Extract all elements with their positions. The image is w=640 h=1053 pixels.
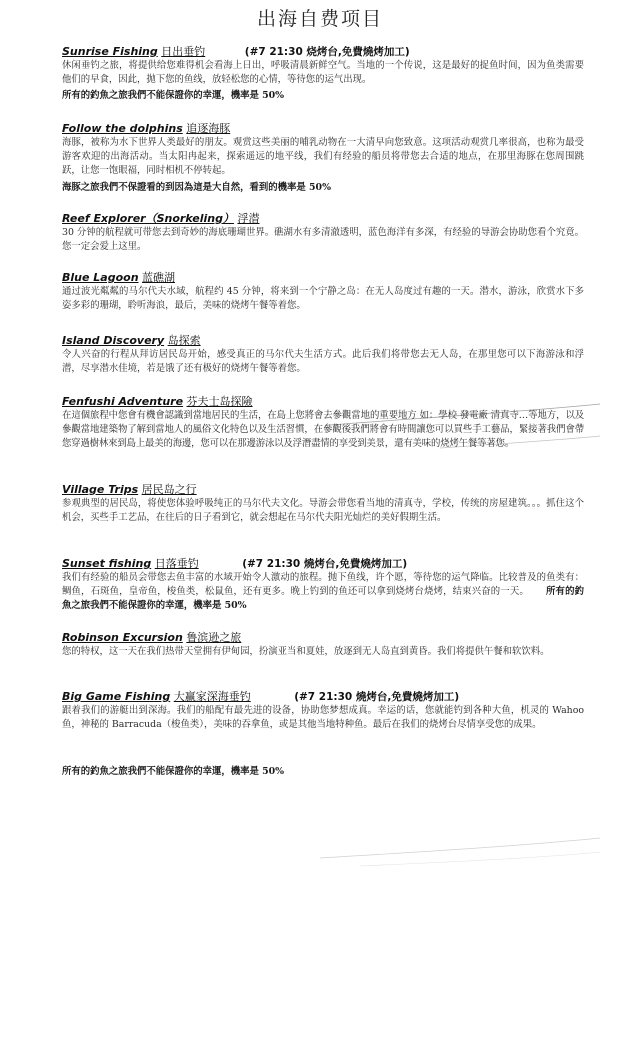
section-heading bbox=[62, 211, 584, 226]
section-bbq-note: (#7 21:30 燒烤台,免費燒烤加工) bbox=[294, 691, 460, 703]
section-title-en: Big Game Fishing bbox=[62, 690, 171, 703]
section-description: 您的特权，这一天在我们热带天堂拥有伊甸园，扮演亚当和夏娃，放逐到无人岛直到黄昏。我们将提供午餐和软饮料。 bbox=[62, 646, 550, 657]
section-robinson-excursion bbox=[62, 630, 584, 659]
scan-streak-line bbox=[320, 838, 600, 858]
section-heading bbox=[62, 394, 584, 409]
section-title-zh: 岛探索 bbox=[167, 334, 201, 347]
section-description: 跟着我们的游艇出到深海。我们的船配有最先进的设备，协助您梦想成真。幸运的话，您就能钓到各种大鱼，机灵的 Wahoo 鱼，神秘的 Barracuda（梭鱼类），美味的吞拿鱼，或是其他当地特种鱼。最后在我们的烧烤台尽情享受您的成果。 bbox=[62, 705, 584, 731]
scan-streak-line bbox=[360, 852, 600, 866]
section-island-discovery bbox=[62, 333, 584, 376]
section-description: 参观典型的居民岛，将使您体验呼吸纯正的马尔代夫文化。导游会带您看当地的清真寺，学校，传统的房屋建筑。。。抓住这个机会，买些手工艺品，在往后的日子看到它，就会想起在马尔代夫阳光灿烂的美好假期生活。 bbox=[62, 498, 584, 524]
section-description: 在這個旅程中您會有機會認識到當地居民的生活，在島上您將會去參觀當地的重要地方 如：學校 發電廠 清真寺…等地方，以及參觀當地建築物了解到當地人的風俗文化特色以及生活習慣，在參觀後我們將會有時間讓您可以買些手工藝品，緊接著我們會帶您穿過樹林來到島上最美的海邊，您可以在那邊游泳以及浮潛盡情的享受到美景，還有美味的烧烤午餐等著您。 bbox=[62, 410, 584, 450]
section-sunset-fishing bbox=[62, 556, 584, 614]
section-blue-lagoon bbox=[62, 270, 584, 313]
section-title-zh: 鲁滨逊之旅 bbox=[186, 631, 242, 644]
section-heading bbox=[62, 121, 584, 136]
section-title-en: Fenfushi Adventure bbox=[62, 395, 184, 408]
section-bbq-note: (#7 21:30 燒烤台,免費燒烤加工) bbox=[242, 558, 408, 570]
section-title-en: Blue Lagoon bbox=[62, 271, 139, 284]
section-heading bbox=[62, 270, 584, 285]
section-title-zh: 日落垂钓 bbox=[154, 557, 199, 570]
section-title-en: Sunset fishing bbox=[62, 557, 152, 570]
section-title-zh: 芬夫士岛探險 bbox=[186, 395, 253, 408]
section-description-text: 我们有经验的船员会带您去鱼丰富的水域开始令人激动的旅程。抛下鱼线，许个愿，等待您的运气降临。比较普及的鱼类有：鲷鱼，石斑鱼，皇帝鱼，梭鱼类，松鼠鱼，还有更多。晚上钓到的鱼还可以拿到烧烤台烧烤，结束兴奋的一天。 bbox=[62, 572, 584, 598]
section-sunrise-fishing bbox=[62, 44, 584, 101]
section-fenfushi-adventure bbox=[62, 394, 584, 452]
section-description: 海豚，被称为水下世界人类最好的朋友。观赏这些美丽的哺乳动物在一大清早向您致意。这项活动观赏几率很高，也称为最受游客欢迎的出海活动。当太阳冉起来，探索遥远的地平线，我们有经验的船员将带您去合适的地点，在那里海豚在您周围跳跃，让您一饱眼福，同时相机不停转起。 bbox=[62, 137, 584, 177]
section-description: 通过波光粼粼的马尔代夫水域，航程约 45 分钟，将来到一个宁静之岛：在无人岛度过有趣的一天。潜水，游泳，欣赏水下多姿多彩的珊瑚，聆听海浪，最后，美味的烧烤午餐等着您。 bbox=[62, 286, 584, 312]
document-title: 出海自费项目 bbox=[256, 8, 383, 30]
section-heading bbox=[62, 689, 584, 704]
section-probability-note: 所有的釣魚之旅我們不能保證你的幸運，機率是 50% bbox=[62, 90, 285, 102]
section-probability-note: 海豚之旅我們不保證看的到因為這是大自然，看到的機率是 50% bbox=[62, 181, 331, 193]
section-heading bbox=[62, 333, 584, 348]
section-heading bbox=[62, 630, 584, 645]
section-probability-note: 所有的釣魚之旅我們不能保證你的幸運，機率是 50% bbox=[62, 586, 584, 612]
section-title-zh: 蓝礁湖 bbox=[142, 271, 176, 284]
section-heading bbox=[62, 482, 584, 497]
section-big-game-fishing bbox=[62, 689, 584, 732]
section-heading bbox=[62, 44, 584, 59]
section-description: 30 分钟的航程就可带您去到奇妙的海底珊瑚世界。礁湖水有多清澈透明，蓝色海洋有多深，有经验的导游会协助您看个究竟。您一定会爱上这里。 bbox=[62, 227, 584, 253]
section-description bbox=[62, 571, 584, 614]
section-title-zh: 浮潜 bbox=[237, 212, 260, 225]
section-title-en: Follow the dolphins bbox=[62, 122, 183, 135]
section-follow-the-dolphins bbox=[62, 121, 584, 193]
footer-probability-note: 所有的釣魚之旅我們不能保證你的幸運，機率是 50% bbox=[62, 766, 285, 777]
section-title-en: Robinson Excursion bbox=[62, 631, 183, 644]
section-title-zh: 居民岛之行 bbox=[141, 483, 197, 496]
section-bbq-note: (#7 21:30 烧烤台,免費燒烤加工) bbox=[244, 46, 410, 58]
section-heading bbox=[62, 556, 584, 571]
section-title-zh: 大赢家深海垂钓 bbox=[173, 690, 251, 703]
section-village-trips bbox=[62, 482, 584, 525]
section-title-en: Island Discovery bbox=[62, 334, 165, 347]
section-reef-explorer bbox=[62, 211, 584, 254]
section-title-en: Reef Explorer（Snorkeling） bbox=[62, 212, 234, 225]
section-description: 休闲垂钓之旅，将提供给您难得机会看海上日出，呼吸清晨新鲜空气。当地的一个传说，这是最好的捉鱼时间，因为鱼类需要他们的早食，因此，抛下您的鱼线，放轻松您的心情，等待您的运气出现。 bbox=[62, 60, 584, 86]
section-title-zh: 日出垂钓 bbox=[161, 45, 206, 58]
section-title-zh: 追逐海豚 bbox=[186, 122, 231, 135]
section-title-en: Sunrise Fishing bbox=[62, 45, 158, 58]
section-description: 令人兴奋的行程从拜访居民岛开始，感受真正的马尔代夫生活方式。此后我们将带您去无人岛，在那里您可以下海游泳和浮潜，尽享潜水佳境，若是饿了还有极好的烧烤午餐等着您。 bbox=[62, 349, 584, 375]
section-title-en: Village Trips bbox=[62, 483, 139, 496]
